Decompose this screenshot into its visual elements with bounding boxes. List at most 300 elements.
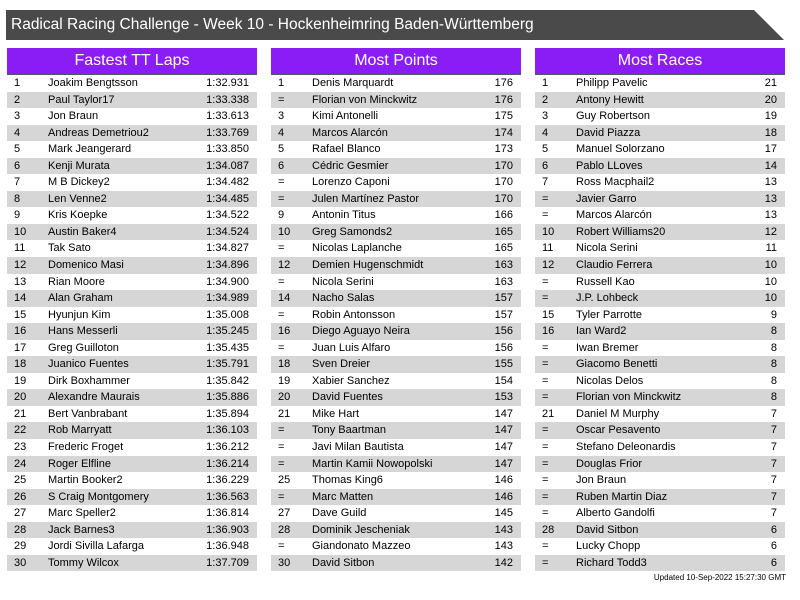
table-row bbox=[271, 323, 521, 340]
position-cell: = bbox=[542, 490, 549, 503]
table-row bbox=[271, 538, 521, 555]
position-cell: 19 bbox=[14, 374, 27, 387]
table-row bbox=[271, 307, 521, 324]
table-row bbox=[7, 406, 257, 423]
value-cell: 1:36.563 bbox=[206, 490, 249, 503]
position-cell: = bbox=[278, 192, 285, 205]
table-row bbox=[535, 257, 785, 274]
driver-name-cell: Florian von Minckwitz bbox=[576, 391, 682, 404]
position-cell: 30 bbox=[278, 556, 291, 569]
driver-name-cell: Roger Elfline bbox=[48, 457, 111, 470]
position-cell: 16 bbox=[14, 325, 27, 338]
value-cell: 13 bbox=[764, 209, 777, 222]
value-cell: 157 bbox=[494, 308, 513, 321]
table-row bbox=[535, 522, 785, 539]
table-row bbox=[7, 141, 257, 158]
position-cell: = bbox=[278, 308, 285, 321]
table-row bbox=[7, 538, 257, 555]
value-cell: 176 bbox=[494, 77, 513, 89]
driver-name-cell: Alberto Gandolfi bbox=[576, 507, 655, 520]
panel-fastest-tt-laps bbox=[7, 48, 257, 571]
position-cell: = bbox=[542, 441, 549, 454]
position-cell: = bbox=[278, 341, 285, 354]
position-cell: = bbox=[278, 93, 285, 106]
table-row bbox=[271, 224, 521, 241]
position-cell: 6 bbox=[14, 159, 21, 172]
position-cell: 28 bbox=[542, 523, 555, 536]
driver-name-cell: Marc Speller2 bbox=[48, 507, 116, 520]
driver-name-cell: Nicolas Delos bbox=[576, 374, 644, 387]
driver-name-cell: Nicola Serini bbox=[576, 242, 638, 255]
driver-name-cell: Giacomo Benetti bbox=[576, 358, 658, 371]
value-cell: 18 bbox=[764, 126, 777, 139]
position-cell: = bbox=[278, 490, 285, 503]
value-cell: 147 bbox=[494, 424, 513, 437]
position-cell: = bbox=[542, 540, 549, 553]
position-cell: 27 bbox=[14, 507, 27, 520]
position-cell: 2 bbox=[542, 93, 549, 106]
position-cell: 10 bbox=[278, 225, 291, 238]
driver-name-cell: Juan Luis Alfaro bbox=[312, 341, 391, 354]
table-row bbox=[535, 422, 785, 439]
table-row bbox=[271, 489, 521, 506]
table-row bbox=[271, 207, 521, 224]
driver-name-cell: Oscar Pesavento bbox=[576, 424, 661, 437]
position-cell: = bbox=[542, 341, 549, 354]
driver-name-cell: Jack Barnes3 bbox=[48, 523, 115, 536]
value-cell: 8 bbox=[770, 374, 777, 387]
position-cell: 5 bbox=[14, 143, 21, 156]
value-cell: 6 bbox=[770, 540, 777, 553]
table-row bbox=[271, 92, 521, 109]
value-cell: 1:36.903 bbox=[206, 523, 249, 536]
value-cell: 7 bbox=[770, 407, 777, 420]
value-cell: 1:36.212 bbox=[206, 441, 249, 454]
table-row bbox=[271, 373, 521, 390]
table-row bbox=[535, 174, 785, 191]
driver-name-cell: Philipp Pavelic bbox=[576, 77, 648, 89]
driver-name-cell: Greg Guilloton bbox=[48, 341, 119, 354]
value-cell: 155 bbox=[494, 358, 513, 371]
value-cell: 165 bbox=[494, 225, 513, 238]
driver-name-cell: Joakim Bengtsson bbox=[48, 77, 138, 89]
value-cell: 146 bbox=[494, 490, 513, 503]
driver-name-cell: Alan Graham bbox=[48, 292, 113, 305]
table-row bbox=[271, 240, 521, 257]
value-cell: 7 bbox=[770, 474, 777, 487]
driver-name-cell: David Piazza bbox=[576, 126, 641, 139]
value-cell: 1:37.709 bbox=[206, 556, 249, 569]
value-cell: 1:34.482 bbox=[206, 176, 249, 189]
table-row bbox=[271, 257, 521, 274]
driver-name-cell: Kimi Antonelli bbox=[312, 110, 379, 123]
driver-name-cell: Nicola Serini bbox=[312, 275, 374, 288]
table-row bbox=[535, 489, 785, 506]
table-row bbox=[7, 224, 257, 241]
value-cell: 157 bbox=[494, 292, 513, 305]
value-cell: 10 bbox=[764, 275, 777, 288]
position-cell: 18 bbox=[14, 358, 27, 371]
position-cell: 1 bbox=[278, 77, 285, 89]
value-cell: 8 bbox=[770, 391, 777, 404]
table-row bbox=[535, 224, 785, 241]
table-row bbox=[535, 75, 785, 92]
driver-name-cell: David Sitbon bbox=[312, 556, 375, 569]
leaderboard-rows bbox=[535, 75, 785, 571]
value-cell: 143 bbox=[494, 540, 513, 553]
value-cell: 1:32.931 bbox=[206, 77, 249, 89]
driver-name-cell: Tak Sato bbox=[48, 242, 91, 255]
table-row bbox=[271, 274, 521, 291]
position-cell: = bbox=[542, 556, 549, 569]
panel-title: Most Points bbox=[271, 48, 521, 75]
driver-name-cell: Martin Kamii Nowopolski bbox=[312, 457, 433, 470]
table-row bbox=[535, 472, 785, 489]
value-cell: 1:33.338 bbox=[206, 93, 249, 106]
updated-timestamp: Updated 10-Sep-2022 15:27:30 GMT bbox=[653, 573, 786, 582]
driver-name-cell: Tommy Wilcox bbox=[48, 556, 119, 569]
value-cell: 7 bbox=[770, 507, 777, 520]
driver-name-cell: Ross Macphail2 bbox=[576, 176, 655, 189]
driver-name-cell: Mark Jeangerard bbox=[48, 143, 132, 156]
table-row bbox=[7, 373, 257, 390]
position-cell: = bbox=[278, 424, 285, 437]
table-row bbox=[535, 373, 785, 390]
position-cell: = bbox=[278, 242, 285, 255]
table-row bbox=[271, 125, 521, 142]
position-cell: 6 bbox=[278, 159, 285, 172]
driver-name-cell: Marc Matten bbox=[312, 490, 374, 503]
value-cell: 1:36.814 bbox=[206, 507, 249, 520]
table-row bbox=[7, 92, 257, 109]
position-cell: 27 bbox=[278, 507, 291, 520]
table-row bbox=[271, 108, 521, 125]
position-cell: 24 bbox=[14, 457, 27, 470]
value-cell: 147 bbox=[494, 441, 513, 454]
table-row bbox=[535, 538, 785, 555]
table-row bbox=[7, 174, 257, 191]
position-cell: 3 bbox=[14, 110, 21, 123]
value-cell: 7 bbox=[770, 441, 777, 454]
value-cell: 1:35.435 bbox=[206, 341, 249, 354]
table-row bbox=[535, 439, 785, 456]
table-row bbox=[7, 422, 257, 439]
driver-name-cell: Greg Samonds2 bbox=[312, 225, 393, 238]
table-row bbox=[271, 456, 521, 473]
value-cell: 1:36.103 bbox=[206, 424, 249, 437]
driver-name-cell: Javi Milan Bautista bbox=[312, 441, 404, 454]
position-cell: = bbox=[542, 275, 549, 288]
table-row bbox=[7, 125, 257, 142]
position-cell: 4 bbox=[14, 126, 21, 139]
driver-name-cell: Juanico Fuentes bbox=[48, 358, 129, 371]
value-cell: 1:35.791 bbox=[206, 358, 249, 371]
driver-name-cell: Lorenzo Caponi bbox=[312, 176, 390, 189]
value-cell: 1:36.214 bbox=[206, 457, 249, 470]
value-cell: 1:34.896 bbox=[206, 259, 249, 272]
table-row bbox=[271, 422, 521, 439]
table-row bbox=[535, 389, 785, 406]
driver-name-cell: Claudio Ferrera bbox=[576, 259, 653, 272]
value-cell: 9 bbox=[770, 308, 777, 321]
driver-name-cell: Stefano Deleonardis bbox=[576, 441, 676, 454]
page-banner bbox=[6, 10, 784, 40]
table-row bbox=[7, 290, 257, 307]
value-cell: 8 bbox=[770, 325, 777, 338]
value-cell: 17 bbox=[764, 143, 777, 156]
driver-name-cell: Giandonato Mazzeo bbox=[312, 540, 411, 553]
table-row bbox=[7, 274, 257, 291]
position-cell: 28 bbox=[14, 523, 27, 536]
position-cell: 19 bbox=[278, 374, 291, 387]
position-cell: 15 bbox=[542, 308, 555, 321]
table-row bbox=[271, 439, 521, 456]
value-cell: 143 bbox=[494, 523, 513, 536]
table-row bbox=[535, 356, 785, 373]
driver-name-cell: Ruben Martin Diaz bbox=[576, 490, 668, 503]
value-cell: 1:34.989 bbox=[206, 292, 249, 305]
position-cell: 25 bbox=[278, 474, 291, 487]
value-cell: 147 bbox=[494, 457, 513, 470]
value-cell: 154 bbox=[494, 374, 513, 387]
driver-name-cell: Douglas Frior bbox=[576, 457, 643, 470]
value-cell: 1:35.842 bbox=[206, 374, 249, 387]
position-cell: = bbox=[278, 441, 285, 454]
driver-name-cell: Rian Moore bbox=[48, 275, 105, 288]
value-cell: 1:35.894 bbox=[206, 407, 249, 420]
table-row bbox=[7, 505, 257, 522]
position-cell: 9 bbox=[278, 209, 285, 222]
value-cell: 156 bbox=[494, 325, 513, 338]
table-row bbox=[7, 323, 257, 340]
table-row bbox=[7, 456, 257, 473]
driver-name-cell: Guy Robertson bbox=[576, 110, 650, 123]
driver-name-cell: Jon Braun bbox=[576, 474, 627, 487]
value-cell: 19 bbox=[764, 110, 777, 123]
position-cell: 16 bbox=[542, 325, 555, 338]
driver-name-cell: Martin Booker2 bbox=[48, 474, 123, 487]
position-cell: = bbox=[542, 358, 549, 371]
position-cell: 12 bbox=[14, 259, 27, 272]
value-cell: 170 bbox=[494, 176, 513, 189]
value-cell: 176 bbox=[494, 93, 513, 106]
driver-name-cell: Domenico Masi bbox=[48, 259, 124, 272]
position-cell: 7 bbox=[14, 176, 21, 189]
table-row bbox=[7, 356, 257, 373]
value-cell: 8 bbox=[770, 358, 777, 371]
table-row bbox=[7, 240, 257, 257]
value-cell: 7 bbox=[770, 457, 777, 470]
position-cell: 28 bbox=[278, 523, 291, 536]
driver-name-cell: Russell Kao bbox=[576, 275, 635, 288]
driver-name-cell: Dirk Boxhammer bbox=[48, 374, 130, 387]
driver-name-cell: David Fuentes bbox=[312, 391, 383, 404]
position-cell: = bbox=[542, 507, 549, 520]
table-row bbox=[271, 290, 521, 307]
driver-name-cell: Austin Baker4 bbox=[48, 225, 117, 238]
table-row bbox=[535, 456, 785, 473]
position-cell: 12 bbox=[542, 259, 555, 272]
table-row bbox=[7, 207, 257, 224]
table-row bbox=[271, 174, 521, 191]
value-cell: 153 bbox=[494, 391, 513, 404]
value-cell: 1:36.948 bbox=[206, 540, 249, 553]
leaderboard-rows bbox=[7, 75, 257, 571]
table-row bbox=[7, 307, 257, 324]
position-cell: 20 bbox=[278, 391, 291, 404]
position-cell: 10 bbox=[14, 225, 27, 238]
table-row bbox=[7, 522, 257, 539]
table-row bbox=[535, 141, 785, 158]
driver-name-cell: Iwan Bremer bbox=[576, 341, 639, 354]
driver-name-cell: Bert Vanbrabant bbox=[48, 407, 128, 420]
driver-name-cell: Kris Koepke bbox=[48, 209, 108, 222]
position-cell: 29 bbox=[14, 540, 27, 553]
table-row bbox=[7, 75, 257, 92]
driver-name-cell: Lucky Chopp bbox=[576, 540, 641, 553]
position-cell: = bbox=[542, 391, 549, 404]
driver-name-cell: Ian Ward2 bbox=[576, 325, 627, 338]
position-cell: 7 bbox=[542, 176, 549, 189]
position-cell: = bbox=[542, 209, 549, 222]
position-cell: = bbox=[278, 275, 285, 288]
driver-name-cell: M B Dickey2 bbox=[48, 176, 110, 189]
value-cell: 13 bbox=[764, 192, 777, 205]
table-row bbox=[535, 207, 785, 224]
driver-name-cell: Andreas Demetriou2 bbox=[48, 126, 149, 139]
table-row bbox=[7, 555, 257, 572]
value-cell: 7 bbox=[770, 424, 777, 437]
position-cell: = bbox=[278, 540, 285, 553]
value-cell: 166 bbox=[494, 209, 513, 222]
driver-name-cell: Frederic Froget bbox=[48, 441, 124, 454]
table-row bbox=[271, 472, 521, 489]
table-row bbox=[535, 125, 785, 142]
driver-name-cell: Mike Hart bbox=[312, 407, 360, 420]
position-cell: 16 bbox=[278, 325, 291, 338]
value-cell: 13 bbox=[764, 176, 777, 189]
driver-name-cell: Denis Marquardt bbox=[312, 77, 394, 89]
table-row bbox=[271, 158, 521, 175]
driver-name-cell: Richard Todd3 bbox=[576, 556, 647, 569]
value-cell: 163 bbox=[494, 259, 513, 272]
value-cell: 10 bbox=[764, 292, 777, 305]
table-row bbox=[7, 191, 257, 208]
value-cell: 142 bbox=[494, 556, 513, 569]
value-cell: 145 bbox=[494, 507, 513, 520]
driver-name-cell: Rob Marryatt bbox=[48, 424, 112, 437]
value-cell: 14 bbox=[764, 159, 777, 172]
value-cell: 11 bbox=[765, 242, 777, 255]
position-cell: 4 bbox=[278, 126, 285, 139]
panel-title: Fastest TT Laps bbox=[7, 48, 257, 75]
position-cell: 21 bbox=[542, 407, 555, 420]
value-cell: 146 bbox=[494, 474, 513, 487]
driver-name-cell: Marcos Alarcón bbox=[312, 126, 388, 139]
table-row bbox=[271, 505, 521, 522]
driver-name-cell: Robin Antonsson bbox=[312, 308, 396, 321]
value-cell: 1:34.900 bbox=[206, 275, 249, 288]
position-cell: 3 bbox=[278, 110, 285, 123]
value-cell: 147 bbox=[494, 407, 513, 420]
table-row bbox=[535, 158, 785, 175]
driver-name-cell: Sven Dreier bbox=[312, 358, 371, 371]
table-row bbox=[535, 323, 785, 340]
driver-name-cell: Kenji Murata bbox=[48, 159, 110, 172]
value-cell: 1:34.087 bbox=[206, 159, 249, 172]
position-cell: = bbox=[278, 457, 285, 470]
page-title: Radical Racing Challenge - Week 10 - Hockenheimring Baden-Württemberg bbox=[11, 16, 534, 33]
position-cell: 9 bbox=[14, 209, 21, 222]
position-cell: = bbox=[278, 176, 285, 189]
panel-title: Most Races bbox=[535, 48, 785, 75]
driver-name-cell: Diego Aguayo Neira bbox=[312, 325, 410, 338]
value-cell: 1:33.850 bbox=[206, 143, 249, 156]
driver-name-cell: Dave Guild bbox=[312, 507, 367, 520]
table-row bbox=[271, 406, 521, 423]
position-cell: = bbox=[542, 474, 549, 487]
value-cell: 170 bbox=[494, 192, 513, 205]
position-cell: 14 bbox=[278, 292, 291, 305]
value-cell: 175 bbox=[494, 110, 513, 123]
driver-name-cell: Robert Williams20 bbox=[576, 225, 666, 238]
value-cell: 21 bbox=[764, 77, 777, 89]
table-row bbox=[271, 191, 521, 208]
driver-name-cell: J.P. Lohbeck bbox=[576, 292, 639, 305]
position-cell: 1 bbox=[542, 77, 549, 89]
position-cell: 1 bbox=[14, 77, 21, 89]
position-cell: 30 bbox=[14, 556, 27, 569]
value-cell: 7 bbox=[770, 490, 777, 503]
value-cell: 1:34.522 bbox=[206, 209, 249, 222]
table-row bbox=[535, 505, 785, 522]
driver-name-cell: Antonin Titus bbox=[312, 209, 376, 222]
leaderboard-rows bbox=[271, 75, 521, 571]
value-cell: 20 bbox=[764, 93, 777, 106]
value-cell: 1:33.769 bbox=[206, 126, 249, 139]
driver-name-cell: Hyunjun Kim bbox=[48, 308, 111, 321]
panel-most-races bbox=[535, 48, 785, 571]
driver-name-cell: Antony Hewitt bbox=[576, 93, 644, 106]
table-row bbox=[7, 389, 257, 406]
position-cell: 22 bbox=[14, 424, 27, 437]
driver-name-cell: Xabier Sanchez bbox=[312, 374, 390, 387]
driver-name-cell: Hans Messerli bbox=[48, 325, 118, 338]
table-row bbox=[271, 356, 521, 373]
position-cell: 4 bbox=[542, 126, 549, 139]
position-cell: 25 bbox=[14, 474, 27, 487]
driver-name-cell: Julen Martínez Pastor bbox=[312, 192, 419, 205]
value-cell: 1:33.613 bbox=[206, 110, 249, 123]
driver-name-cell: Demien Hugenschmidt bbox=[312, 259, 424, 272]
driver-name-cell: Len Venne2 bbox=[48, 192, 107, 205]
value-cell: 1:35.008 bbox=[206, 308, 249, 321]
driver-name-cell: S Craig Montgomery bbox=[48, 490, 149, 503]
position-cell: = bbox=[542, 192, 549, 205]
value-cell: 1:34.485 bbox=[206, 192, 249, 205]
value-cell: 165 bbox=[494, 242, 513, 255]
driver-name-cell: Florian von Minckwitz bbox=[312, 93, 418, 106]
driver-name-cell: David Sitbon bbox=[576, 523, 639, 536]
position-cell: 14 bbox=[14, 292, 27, 305]
table-row bbox=[535, 92, 785, 109]
value-cell: 1:34.827 bbox=[206, 242, 249, 255]
value-cell: 156 bbox=[494, 341, 513, 354]
table-row bbox=[271, 141, 521, 158]
value-cell: 6 bbox=[770, 556, 777, 569]
value-cell: 1:36.229 bbox=[206, 474, 249, 487]
driver-name-cell: Dominik Jescheniak bbox=[312, 523, 410, 536]
